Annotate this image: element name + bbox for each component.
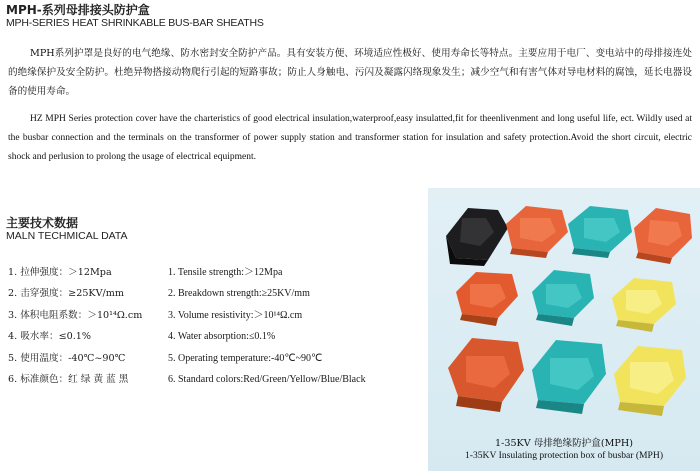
sheath-orange [506,206,568,258]
spec-item: 3. Volume resistivity:＞10¹⁴Ω.cm [168,309,303,321]
specs-list-en [168,262,366,390]
sheath-yellow [612,278,676,332]
spec-item: 6. 标准颜色：红 绿 黄 蓝 黑 [8,373,129,385]
sheath-teal-large [532,340,606,414]
product-photo [428,188,700,471]
intro-paragraph-en: HZ MPH Series protection cover have the charteristics of good electrical insulation,waterproof,easy insulatted,fit for theenlivenment and long useful life, ect. Wildly used at the busbar connection and the terminals on the transformer of power supply station and transformer station for insulation and safety protection.Avoid the short circuit, electric shock and perlusion to prolong the usage of electrical equipment. [8,114,692,162]
spec-item: 2. 击穿强度：≥25KV/mm [8,288,124,300]
spec-item: 4. 吸水率：≤0.1% [8,331,91,343]
sheath-teal-2 [532,270,594,326]
sheath-teal [568,206,632,258]
page-title-cn: MPH-系列母排接头防护盒 [6,3,150,17]
sheath-red [456,272,518,326]
spec-item: 6. Standard colors:Red/Green/Yellow/Blue/Black [168,373,366,385]
sheath-black [446,208,508,266]
spec-item: 5. 使用温度：-40℃~90℃ [8,352,126,364]
sheath-red-large [448,338,524,412]
photo-caption-en: 1-35KV Insulating protection box of busbar (MPH) [464,450,664,461]
sheath-illustration [428,188,700,433]
specs-heading-en: MALN TECHMICAL DATA [6,230,128,242]
spec-item: 5. Operating temperature:-40℃~90℃ [168,352,323,364]
intro-paragraph-cn: MPH系列护罩是良好的电气绝缘、防水密封安全防护产品。具有安装方便、环境适应性极好、使用寿命长等特点。主要应用于电厂、变电站中的母排接连处的绝缘保护及安全防护。杜绝异物搭接动物爬行引起的短路事故；防止人身触电、污闪及凝露闪络现象发生；减少空气和有害气体对导电材料的腐蚀，延长电器设备的使用寿命。 [8,48,692,97]
spec-item: 1. 拉伸强度：＞12Mpa [8,267,112,278]
spec-item: 4. Water absorption:≤0.1% [168,331,276,343]
sheath-yellow-large [614,346,686,416]
specs-heading-cn: 主要技术数据 [6,216,79,230]
sheath-orange-2 [634,208,692,264]
spec-item: 3. 体积电阻系数：＞10¹⁴Ω.cm [8,309,143,321]
specs-list-cn [8,262,142,390]
spec-item: 2. Breakdown strength:≥25KV/mm [168,288,310,300]
spec-item: 1. Tensile strength:＞12Mpa [168,267,283,278]
photo-caption-cn: 1-35KV 母排绝缘防护盒(MPH) [495,438,633,449]
page-title-en: MPH-SERIES HEAT SHRINKABLE BUS-BAR SHEATHS [6,17,264,29]
